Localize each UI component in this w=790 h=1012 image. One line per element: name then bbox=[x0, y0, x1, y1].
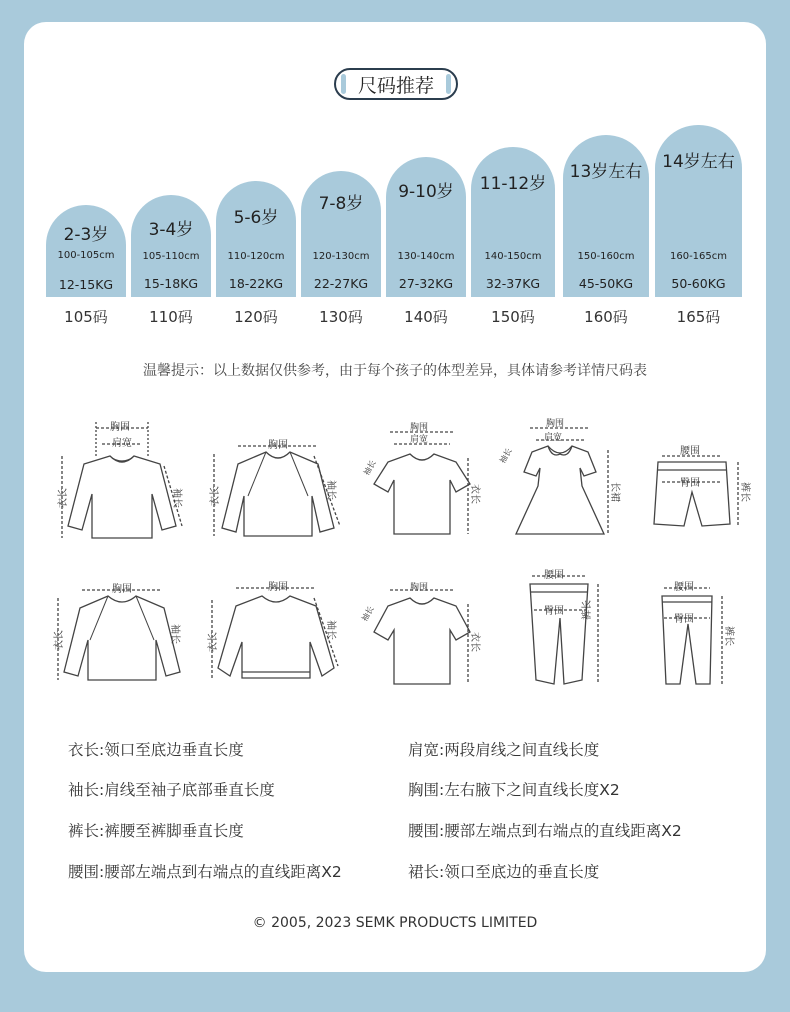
tshirt-icon bbox=[362, 418, 482, 538]
raglan-tee-diagram bbox=[208, 436, 348, 550]
height-range: 105-110cm bbox=[142, 251, 200, 262]
pants-length-label: 裤长 bbox=[739, 482, 750, 502]
weight-range: 22-27KG bbox=[313, 276, 369, 291]
height-range: 130-140cm bbox=[397, 251, 455, 262]
definition-chest: 胸围:左右腋下之间直线长度X2 bbox=[408, 781, 620, 799]
copyright: © 2005, 2023 SEMK PRODUCTS LIMITED bbox=[252, 915, 538, 931]
pants-length-label: 裤长 bbox=[582, 600, 593, 620]
height-range: 120-130cm bbox=[312, 251, 370, 262]
size-card-7 bbox=[563, 135, 649, 297]
dress-icon bbox=[497, 416, 620, 540]
chest-label: 胸围 bbox=[410, 423, 429, 433]
chest-label: 胸围 bbox=[268, 440, 288, 451]
sleeve-label: 袖长 bbox=[325, 620, 336, 640]
sweatshirt-diagram bbox=[52, 416, 192, 550]
cuffed-sweater-icon bbox=[206, 578, 346, 688]
sleeve-label: 袖长 bbox=[325, 480, 336, 500]
age-label: 5-6岁 bbox=[233, 208, 279, 228]
hip-label: 臀围 bbox=[674, 614, 694, 625]
shoulder-label: 肩宽 bbox=[544, 433, 563, 443]
age-label: 2-3岁 bbox=[63, 225, 109, 245]
hip-label: 臀围 bbox=[544, 606, 564, 617]
shoulder-label: 肩宽 bbox=[410, 435, 429, 445]
size-card-3 bbox=[216, 181, 296, 297]
chest-label: 胸围 bbox=[268, 582, 288, 593]
size-card-1 bbox=[46, 205, 126, 297]
size-label: 140码 bbox=[404, 308, 448, 326]
raglan-sweater-icon bbox=[208, 436, 348, 546]
pants-length-label: 裤长 bbox=[723, 626, 734, 646]
leggings-icon bbox=[654, 580, 744, 690]
length-label: 衣长 bbox=[54, 630, 65, 650]
weight-range: 50-60KG bbox=[671, 276, 726, 291]
age-label: 14岁左右 bbox=[662, 152, 735, 172]
raglan-tshirt-icon bbox=[359, 580, 482, 690]
title-cap-left bbox=[341, 74, 346, 94]
size-label: 120码 bbox=[234, 308, 278, 326]
size-card-6 bbox=[471, 147, 555, 297]
definition-skirt-length: 裙长:领口至底边的垂直长度 bbox=[408, 863, 600, 881]
weight-range: 45-50KG bbox=[578, 276, 634, 291]
definition-pants-length: 裤长:裤腰至裤脚垂直长度 bbox=[68, 822, 244, 840]
chest-label: 胸围 bbox=[410, 583, 429, 593]
sleeve-label: 袖长 bbox=[171, 488, 182, 508]
length-label: 衣长 bbox=[58, 488, 69, 508]
sleeve-label: 袖长 bbox=[497, 446, 514, 465]
jogger-pants-icon bbox=[520, 568, 610, 690]
shorts-icon bbox=[640, 440, 750, 540]
sleeve-label: 袖长 bbox=[169, 624, 180, 644]
warm-tip: 温馨提示：以上数据仅供参考，由于每个孩子的体型差异，具体请参考详情尺码表 bbox=[143, 363, 647, 379]
tshirt-diagram bbox=[362, 418, 482, 542]
definition-waist: 腰围:腰部左端点到右端点的直线距离X2 bbox=[408, 822, 682, 840]
age-label: 7-8岁 bbox=[318, 194, 364, 214]
waist-label: 腰围 bbox=[680, 446, 700, 457]
height-range: 100-105cm bbox=[57, 250, 115, 261]
height-range: 150-160cm bbox=[577, 251, 635, 262]
section-title bbox=[334, 68, 458, 100]
section-title-text: 尺码推荐 bbox=[357, 74, 434, 97]
hip-label: 臀围 bbox=[680, 478, 700, 489]
shoulder-label: 肩宽 bbox=[112, 438, 132, 449]
definition-sleeve: 袖长:肩线至袖子底部垂直长度 bbox=[68, 781, 275, 799]
shorts-diagram bbox=[640, 440, 750, 544]
sweatshirt-icon bbox=[52, 416, 192, 546]
weight-range: 15-18KG bbox=[143, 276, 199, 291]
size-card-5 bbox=[386, 157, 466, 297]
age-label: 13岁左右 bbox=[569, 162, 643, 182]
raglan-top-icon bbox=[52, 580, 192, 690]
jogger-pants-diagram bbox=[520, 568, 610, 694]
size-label: 110码 bbox=[149, 308, 193, 326]
length-label: 衣长 bbox=[210, 486, 221, 506]
definition-waist-2: 腰围:腰部左端点到右端点的直线距离X2 bbox=[68, 863, 342, 881]
title-cap-right bbox=[446, 74, 451, 94]
dress-diagram bbox=[497, 416, 620, 544]
height-range: 140-150cm bbox=[484, 251, 542, 262]
weight-range: 27-32KG bbox=[398, 276, 454, 291]
definition-body-length: 衣长:领口至底边垂直长度 bbox=[68, 741, 244, 759]
sleeve-label: 袖长 bbox=[361, 458, 378, 477]
size-card-2 bbox=[131, 195, 211, 297]
weight-range: 18-22KG bbox=[228, 276, 284, 291]
size-label: 105码 bbox=[64, 308, 108, 326]
sleeve-label: 袖长 bbox=[359, 604, 376, 623]
height-range: 110-120cm bbox=[227, 251, 285, 262]
height-range: 160-165cm bbox=[669, 251, 728, 262]
length-label: 衣长 bbox=[208, 632, 219, 652]
leggings-diagram bbox=[654, 580, 744, 694]
definition-shoulder: 肩宽:两段肩线之间直线长度 bbox=[408, 741, 600, 759]
length-label: 衣长 bbox=[469, 484, 480, 504]
size-label: 150码 bbox=[491, 308, 535, 326]
skirt-length-label: 长裙 bbox=[609, 482, 620, 502]
age-label: 3-4岁 bbox=[148, 220, 194, 240]
waist-label: 腰围 bbox=[674, 582, 694, 593]
size-label: 160码 bbox=[584, 308, 628, 326]
size-label: 130码 bbox=[319, 308, 363, 326]
raglan-tshirt-diagram bbox=[359, 580, 482, 694]
chest-label: 胸围 bbox=[110, 422, 130, 433]
size-card-4 bbox=[301, 171, 381, 297]
weight-range: 32-37KG bbox=[485, 276, 541, 291]
age-label: 9-10岁 bbox=[398, 182, 454, 202]
chest-label: 胸围 bbox=[546, 419, 565, 429]
size-card-8 bbox=[655, 125, 742, 297]
age-label: 11-12岁 bbox=[479, 174, 547, 194]
size-label: 165码 bbox=[676, 308, 721, 326]
chest-label: 胸围 bbox=[112, 584, 132, 595]
raglan-sweater-diagram bbox=[52, 580, 192, 694]
length-label: 衣长 bbox=[469, 632, 480, 652]
cuffed-sweater-diagram bbox=[206, 578, 346, 692]
weight-range: 12-15KG bbox=[58, 277, 114, 292]
waist-label: 腰围 bbox=[544, 570, 564, 581]
